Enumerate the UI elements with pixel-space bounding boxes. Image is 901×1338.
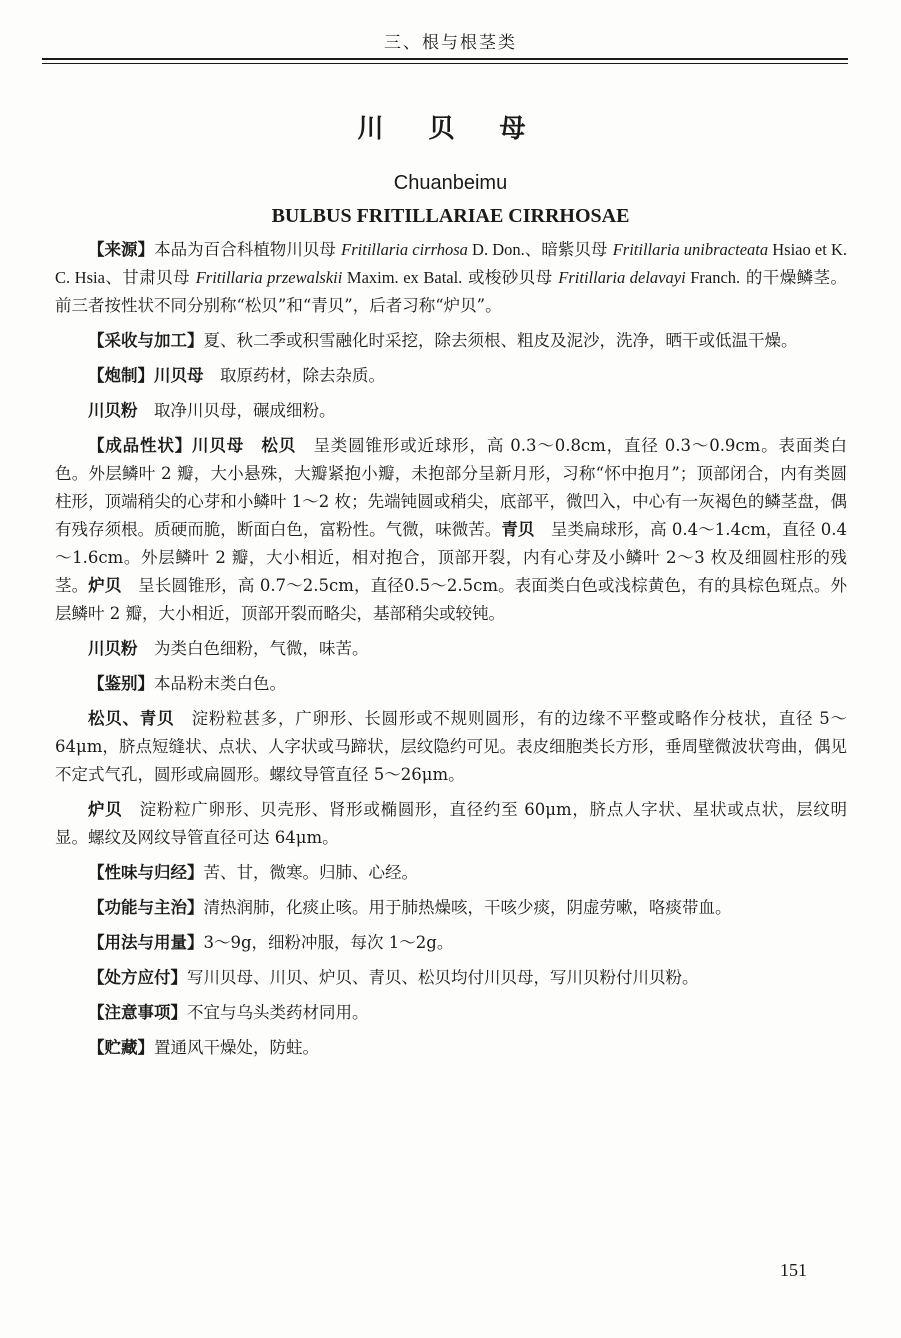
storage-heading: 【贮藏】 — [88, 1038, 154, 1057]
harvest-heading: 【采收与加工】 — [88, 331, 204, 350]
dosage-heading: 【用法与用量】 — [88, 933, 204, 952]
species-name: Fritillaria przewalskii — [195, 268, 343, 287]
function-text: 清热润肺，化痰止咳。用于肺热燥咳，干咳少痰，阴虚劳嗽，咯痰带血。 — [203, 898, 732, 917]
source-text: 的干燥鳞茎。前三者按性状不同分别称“松贝”和“青贝”，后者习称“炉贝”。 — [55, 268, 847, 315]
qingbei-text: 呈类扁球形，高 0.4～1.4cm，直径 0.4～1.6cm。外层鳞叶 2 瓣，大小相近，相对抱合，顶部开裂，内有心芽及小鳞叶 2～3 枚及细圆柱形的残茎。 — [55, 520, 847, 595]
header-rule — [42, 58, 848, 60]
identification-heading: 【鉴别】 — [88, 674, 154, 693]
article-body — [55, 236, 847, 1069]
harvest-paragraph — [55, 327, 847, 355]
source-heading: 【来源】 — [88, 240, 155, 259]
identification-label: 松贝、青贝 — [88, 709, 175, 728]
songbei-label: 松贝 — [261, 436, 297, 455]
processing-powder-paragraph — [55, 397, 847, 425]
function-paragraph — [55, 894, 847, 922]
latin-name: BULBUS FRITILLARIAE CIRRHOSAE — [271, 205, 630, 227]
powder-paragraph — [55, 635, 847, 663]
source-text: 、甘肃贝母 — [104, 268, 196, 287]
species-name: Fritillaria unibracteata — [612, 240, 769, 259]
species-name: Fritillaria delavayi — [558, 268, 686, 287]
processing-heading: 【炮制】 — [88, 366, 154, 385]
processing-item-label: 川贝母 — [154, 366, 204, 385]
precautions-text: 不宜与乌头类药材同用。 — [187, 1003, 369, 1022]
nature-paragraph — [55, 859, 847, 887]
species-author: Franch. — [685, 268, 741, 287]
properties-paragraph — [55, 432, 847, 628]
identification-detail: 淀粉粒甚多，广卵形、长圆形或不规则圆形，有的边缘不平整或略作分枝状，直径 5～64μm，脐点短缝状、点状、人字状或马蹄状，层纹隐约可见。表皮细胞类长方形，垂周壁微波状弯曲，偶见不定式气孔，圆形或扁圆形。螺纹导管直径 5～26μm。 — [55, 709, 848, 784]
identification-paragraph — [55, 670, 847, 698]
precautions-heading: 【注意事项】 — [88, 1003, 187, 1022]
storage-text: 置通风干燥处，防蛀。 — [154, 1038, 319, 1057]
identification-songqing-paragraph — [55, 705, 847, 789]
function-heading: 【功能与主治】 — [88, 898, 204, 917]
identification-detail: 淀粉粒广卵形、贝壳形、肾形或椭圆形，直径约至 60μm，脐点人字状、星状或点状，层纹明显。螺纹及网纹导管直径可达 64μm。 — [55, 800, 847, 847]
powder-label: 川贝粉 — [88, 639, 138, 658]
prescription-paragraph — [55, 964, 847, 992]
powder-text: 为类白色细粉，气微，味苦。 — [137, 639, 369, 658]
species-name: Fritillaria cirrhosa — [341, 240, 468, 259]
precautions-paragraph — [55, 999, 847, 1027]
harvest-text: 夏、秋二季或积雪融化时采挖，除去须根、粗皮及泥沙，洗净，晒干或低温干燥。 — [203, 331, 798, 350]
nature-heading: 【性味与归经】 — [88, 863, 204, 882]
header-rule-thin — [42, 63, 848, 64]
lubei-label: 炉贝 — [88, 576, 122, 595]
pinyin-name: Chuanbeimu — [393, 172, 508, 194]
properties-main-label: 川贝母 — [192, 436, 245, 455]
species-author: Maxim. ex Batal. — [342, 268, 463, 287]
identification-text: 本品粉末类白色。 — [154, 674, 286, 693]
dosage-paragraph — [55, 929, 847, 957]
species-author: D. Don. — [467, 240, 525, 259]
qingbei-label: 青贝 — [501, 520, 535, 539]
prescription-text: 写川贝母、川贝、炉贝、青贝、松贝均付川贝母，写川贝粉付川贝粉。 — [187, 968, 699, 987]
nature-text: 苦、甘，微寒。归肺、心经。 — [203, 863, 418, 882]
source-text: 本品为百合科植物川贝母 — [154, 240, 342, 259]
source-text: 、暗紫贝母 — [524, 240, 613, 259]
running-header: 三、根与根茎类 — [384, 33, 517, 53]
page-number: 151 — [780, 1260, 807, 1280]
processing-item-text: 取原药材，除去杂质。 — [203, 366, 385, 385]
species-author: Hsiao et K. C. Hsia — [55, 240, 848, 287]
songbei-text: 呈类圆锥形或近球形，高 0.3～0.8cm，直径 0.3～0.9cm。表面类白色。外层鳞叶 2 瓣，大小悬殊，大瓣紧抱小瓣，未抱部分呈新月形，习称“怀中抱月”；顶部闭合，内有类圆柱形，顶端稍尖的心芽和小鳞叶 1～2 枚；先端钝圆或稍尖，底部平，微凹入，中心有一灰褐色的鳞茎盘，偶有残存须根。质硬而脆，断面白色，富粉性。气微，味微苦。 — [55, 436, 848, 539]
source-paragraph — [55, 236, 847, 320]
page-title: 川 贝 母 — [357, 114, 544, 144]
identification-lubei-paragraph — [55, 796, 847, 852]
identification-label: 炉贝 — [88, 800, 123, 819]
prescription-heading: 【处方应付】 — [88, 968, 187, 987]
source-text: 或梭砂贝母 — [462, 268, 559, 287]
processing-item-label: 川贝粉 — [88, 401, 138, 420]
processing-paragraph — [55, 362, 847, 390]
dosage-text: 3～9g，细粉冲服，每次 1～2g。 — [203, 933, 454, 952]
processing-item-text: 取净川贝母，碾成细粉。 — [137, 401, 336, 420]
properties-heading: 【成品性状】 — [88, 436, 193, 455]
storage-paragraph — [55, 1034, 847, 1062]
lubei-text: 呈长圆锥形，高 0.7～2.5cm，直径0.5～2.5cm。表面类白色或浅棕黄色，有的具棕色斑点。外层鳞叶 2 瓣，大小相近，顶部开裂而略尖，基部稍尖或较钝。 — [55, 576, 848, 623]
